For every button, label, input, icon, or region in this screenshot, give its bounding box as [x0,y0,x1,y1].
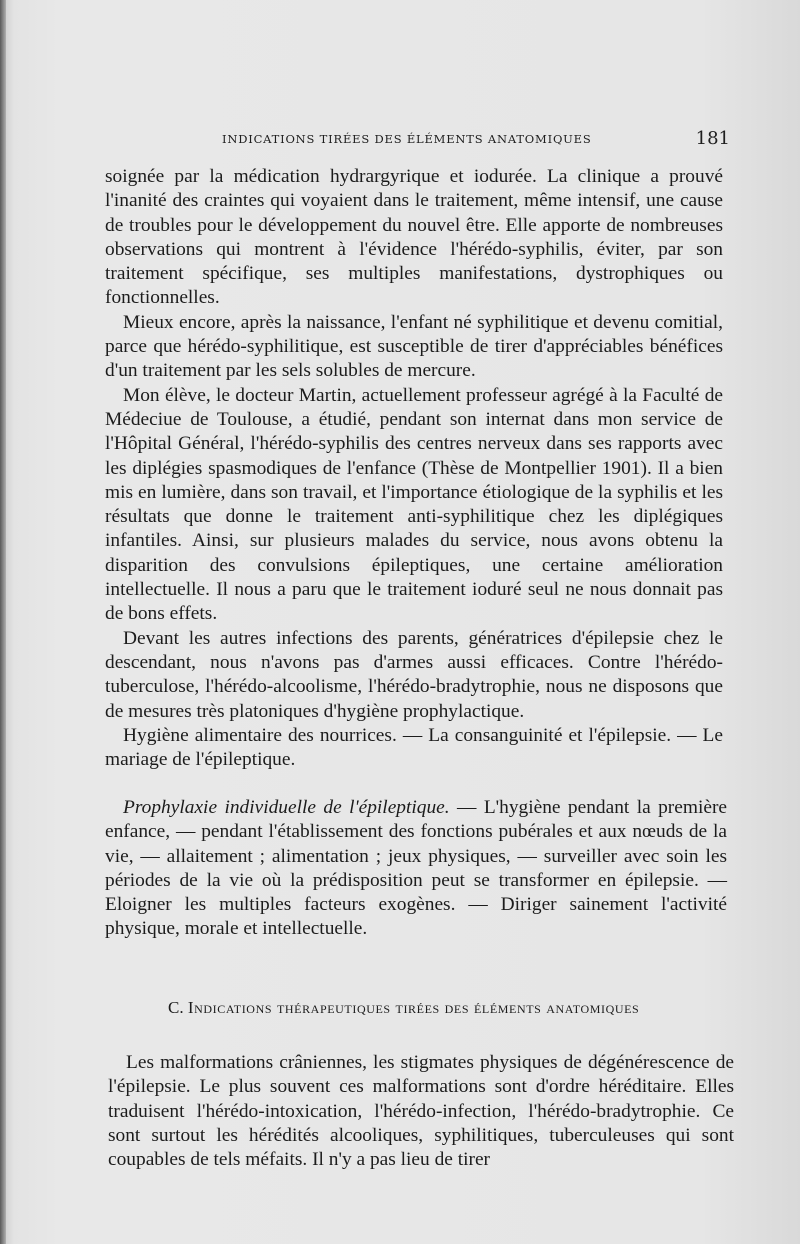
paragraph-hygiene-nourrices: Hygiène alimentaire des nourrices. — La consanguinité et l'épilepsie. — Le mariage de l'épileptique. [105,724,723,771]
text-block-upper [105,165,723,772]
paragraph-docteur-martin: Mon élève, le docteur Martin, actuellement professeur agrégé à la Faculté de Médeciue de Toulouse, a étudié, pendant son internat dans mon service de l'Hôpital Général, l'hérédo-syphilis des centres nerveux dans ses rapports avec les diplégies spasmodiques de l'enfance (Thèse de Montpellier 1901). Il a bien mis en lumière, dans son travail, et l'importance étiologique de la syphilis et les résultats que donne le traitement anti-syphilitique chez les diplégiques infantiles. Ainsi, sur plusieurs malades du service, nous avons obtenu la disparition des convulsions épileptiques, une certaine amélioration intellectuelle. Il nous a paru que le traitement ioduré seul ne nous donnait pas de bons effets. [105,384,723,625]
running-head: INDICATIONS TIRÉES DES ÉLÉMENTS ANATOMIQUES [222,132,592,146]
page-number: 181 [695,128,730,149]
section-title: Indications thérapeutiques tirées des éléments anatomiques [187,998,640,1017]
section-letter: C. [168,998,184,1017]
text-block-prophylaxie [105,796,727,942]
paragraph-malformations: Les malformations crâniennes, les stigmates physiques de dégénérescence de l'épilepsie. Le plus souvent ces malformations sont d'ordre héréditaire. Elles traduisent l'hérédo-intoxication, l'hérédo-infection, l'hérédo-bradytrophie. Ce sont surtout les hérédités alcooliques, syphilitiques, tuberculeuses qui sont coupables de tels méfaits. Il n'y a pas lieu de tirer [108,1052,734,1171]
page-spine-shadow [0,0,6,1244]
text-block-lower [108,1051,734,1172]
paragraph-prophylaxie [105,796,727,942]
paragraph-after-birth: Mieux encore, après la naissance, l'enfant né syphilitique et devenu comitial, parce que hérédo-syphilitique, est susceptible de tirer d'appréciables bénéfices d'un traitement par les sels solubles de mercure. [105,311,723,382]
section-heading [168,998,688,1018]
paragraph-other-infections: Devant les autres infections des parents, génératrices d'épilepsie chez le descendant, nous n'avons pas d'armes aussi efficaces. Contre l'hérédo-tuberculose, l'hérédo-alcoolisme, l'hérédo-bradytrophie, nous ne disposons que de mesures très platoniques d'hygiène prophylactique. [105,627,723,722]
prophylaxie-title: Prophylaxie individuelle de l'épileptique. [123,797,450,818]
paragraph-continuation: soignée par la médication hydrargyrique et iodurée. La clinique a prouvé l'inanité des craintes qui voyaient dans le traitement, même intensif, une cause de troubles pour le développement du nouvel être. Elle apporte de nombreuses observations qui montrent à l'évidence l'hérédo-syphilis, éviter, par son traitement spécifique, ses multiples manifestations, dystrophiques ou fonctionnelles. [105,166,723,309]
prophylaxie-text: — L'hygiène pendant la première enfance, — pendant l'établissement des fonctions pubérales et aux nœuds de la vie, — allaitement ; alimentation ; jeux physiques, — surveiller avec soin les périodes de la vie où la prédisposition peut se transformer en épilepsie. — Eloigner les multiples facteurs exogènes. — Diriger sainement l'activité physique, morale et intellectuelle. [105,797,728,940]
